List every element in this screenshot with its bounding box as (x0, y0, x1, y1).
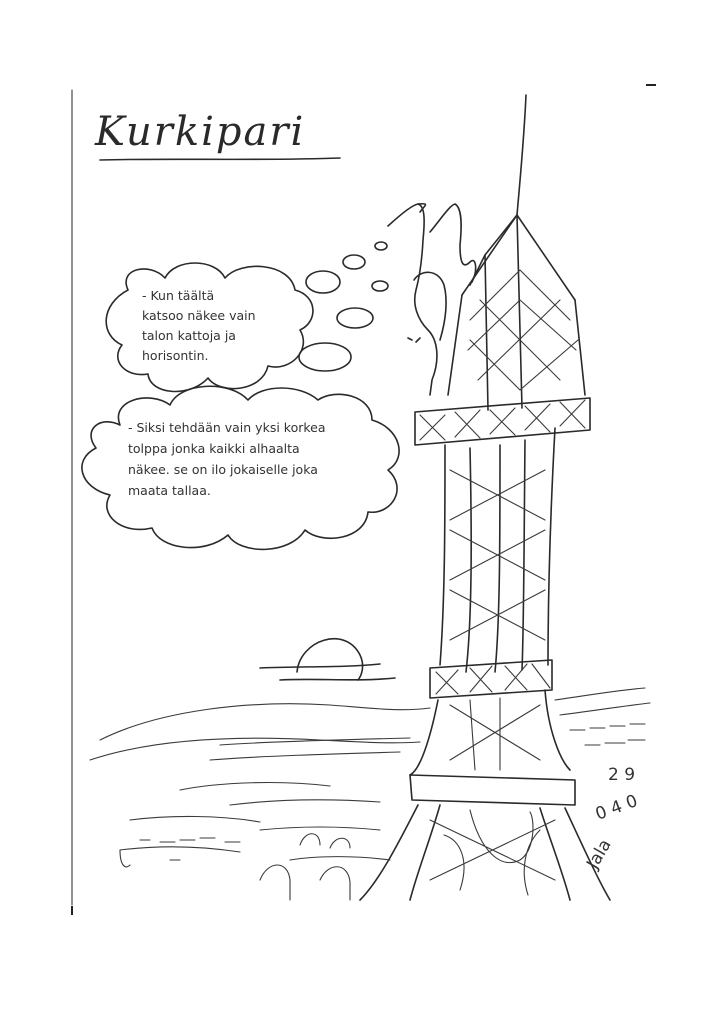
thought-dot (372, 281, 388, 291)
bubble-1-line: katsoo näkee vain (142, 308, 256, 323)
tower-platform-middle (430, 660, 552, 698)
bubble-2-line: maata tallaa. (128, 483, 211, 498)
artist-signature (583, 765, 641, 873)
svg-text:Jala: Jala (583, 836, 616, 873)
tower-platform-top (415, 398, 590, 445)
tower-shaft (440, 428, 555, 672)
thought-dot (299, 343, 351, 371)
landscape (90, 688, 650, 900)
thought-dot (337, 308, 373, 328)
bubble-1-line: horisontin. (142, 348, 209, 363)
page-title: Kurkipari (95, 109, 306, 155)
tower-spire (448, 215, 585, 410)
bubble-2-line: näkee. se on ilo jokaiselle joka (128, 462, 318, 477)
thought-dot (343, 255, 365, 269)
bubble-1-line: talon kattoja ja (142, 328, 236, 343)
bubble-1-line: - Kun täältä (142, 288, 215, 303)
thought-dot (306, 271, 340, 293)
horizon-line (260, 664, 395, 680)
thought-dot (375, 242, 387, 250)
bubble-2-line: - Siksi tehdään vain yksi korkea (128, 420, 326, 435)
tower-base (360, 690, 610, 900)
svg-text:0 4 0: 0 4 0 (592, 791, 641, 825)
svg-text:2 9: 2 9 (608, 765, 636, 785)
setting-sun (297, 639, 363, 680)
bubble-2-line: tolppa jonka kaikki alhaalta (128, 441, 300, 456)
antenna (517, 95, 526, 215)
title-underline (100, 158, 340, 160)
stork-pair (388, 204, 476, 395)
